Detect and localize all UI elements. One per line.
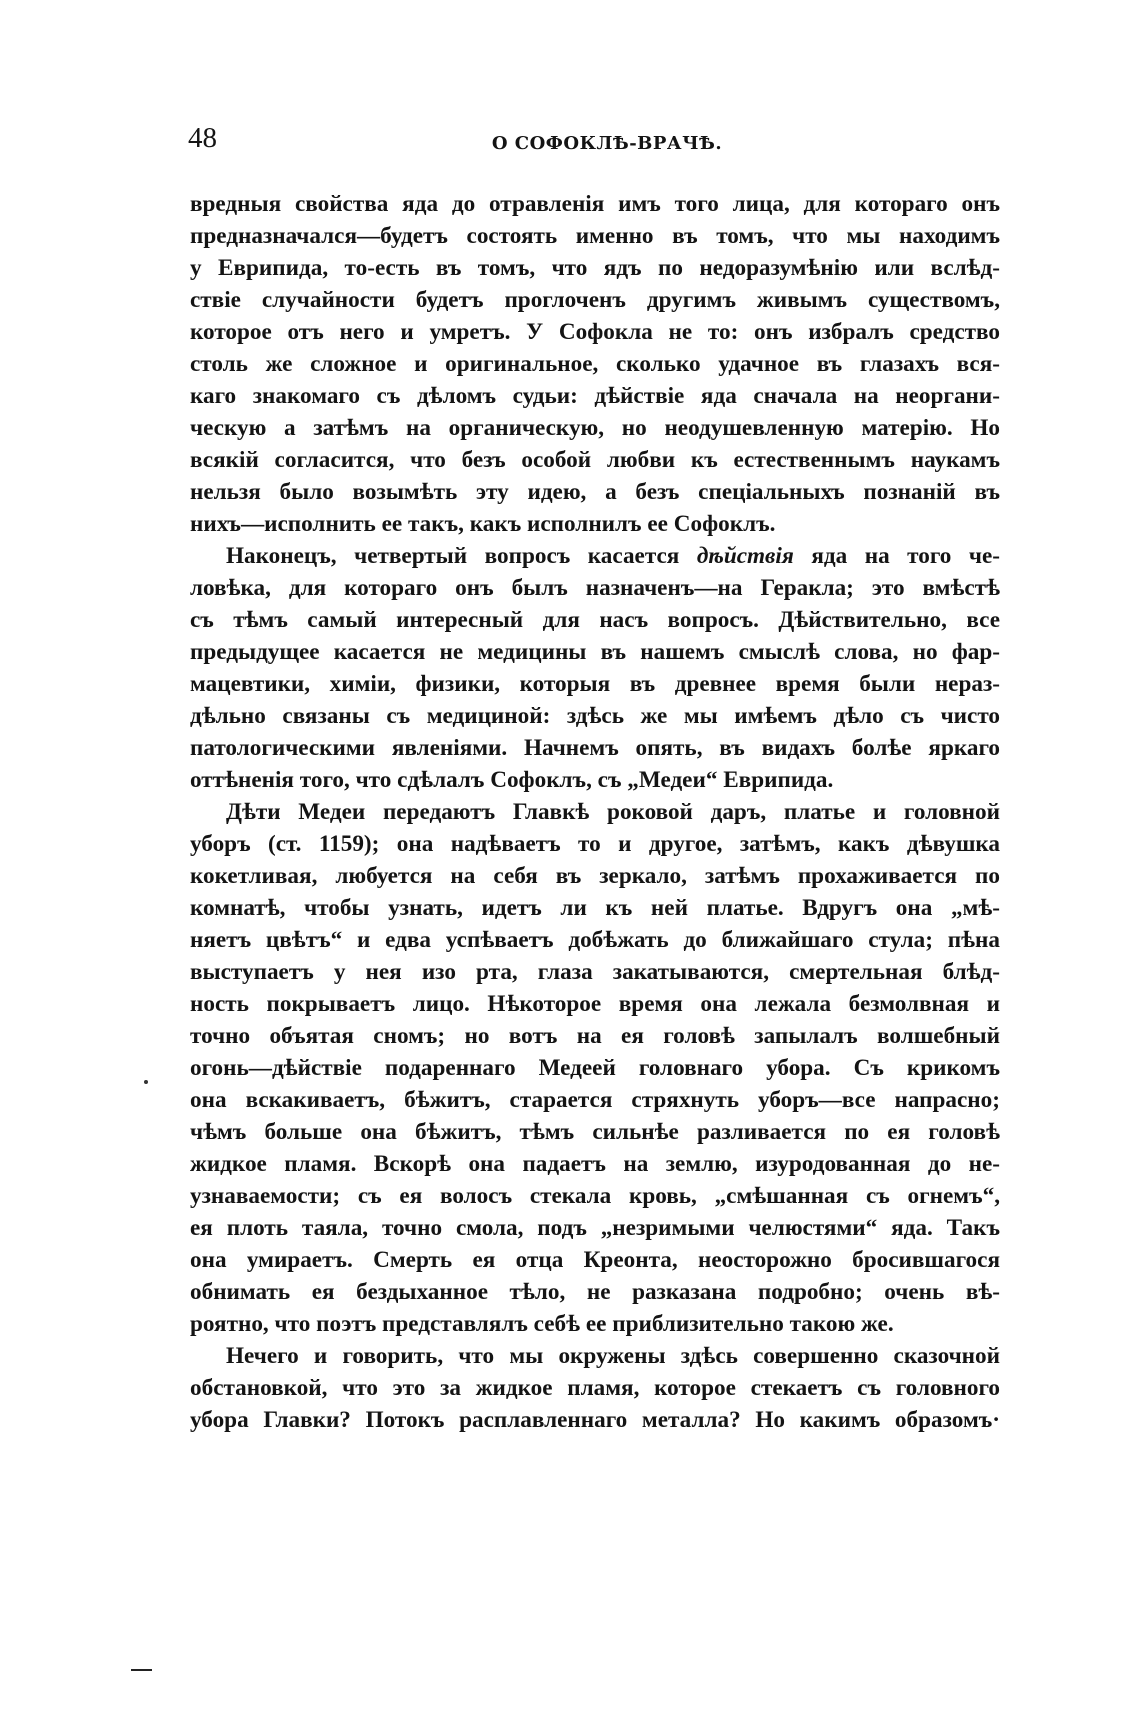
text-line: убора Главки? Потокъ расплавленнаго металла? Но какимъ образомъ· bbox=[190, 1407, 1000, 1433]
paragraph-1 bbox=[190, 188, 1000, 540]
text-line: чѣмъ больше она бѣжитъ, тѣмъ сильнѣе разливается по ея головѣ bbox=[190, 1119, 1000, 1145]
text-line: точно объятая сномъ; но вотъ на ея головѣ запылалъ волшебный bbox=[190, 1023, 1000, 1049]
text-line: кокетливая, любуется на себя въ зеркало, затѣмъ прохаживается по bbox=[190, 863, 1000, 889]
print-dash-mark bbox=[131, 1669, 152, 1671]
text-line: оттѣненія того, что сдѣлалъ Софоклъ, съ „Медеи“ Еврипида. bbox=[190, 767, 834, 793]
text-line: всякій согласится, что безъ особой любви къ естественнымъ наукамъ bbox=[190, 447, 1000, 473]
text-run: яда на того че- bbox=[793, 543, 1000, 569]
text-line: обнимать ея бездыханное тѣло, не разказана подробно; очень вѣ- bbox=[190, 1279, 1000, 1305]
text-line: каго знакомаго съ дѣломъ судьи: дѣйствіе яда сначала на неоргани- bbox=[190, 383, 1000, 409]
text-line: ческую а затѣмъ на органическую, но неодушевленную матерію. Но bbox=[190, 415, 1000, 441]
running-title: О СОФОКЛѢ-ВРАЧѢ. bbox=[491, 133, 723, 154]
emphasized-word: дѣйствія bbox=[696, 543, 794, 569]
text-line: у Еврипида, то-есть въ томъ, что ядъ по недоразумѣнію или вслѣд- bbox=[190, 255, 1000, 281]
text-line: Дѣти Медеи передаютъ Главкѣ роковой даръ, платье и головной bbox=[226, 799, 1000, 825]
paragraph-3 bbox=[190, 796, 1000, 1340]
text-line: роятно, что поэтъ представлялъ себѣ ее приблизительно такою же. bbox=[190, 1311, 894, 1337]
text-line: которое отъ него и умретъ. У Софокла не то: онъ избралъ средство bbox=[190, 319, 1000, 345]
text-line: патологическими явленіями. Начнемъ опять, въ видахъ болѣе яркаго bbox=[190, 735, 1000, 761]
text-line: предназначался—будетъ состоять именно въ томъ, что мы находимъ bbox=[190, 223, 1000, 249]
print-speck bbox=[144, 1080, 148, 1084]
text-line: она вскакиваетъ, бѣжитъ, старается стряхнуть уборъ—все напрасно; bbox=[190, 1087, 1000, 1113]
text-run: Наконецъ, четвертый вопросъ касается bbox=[226, 543, 697, 569]
text-line: столь же сложное и оригинальное, сколько удачное въ глазахъ вся- bbox=[190, 351, 1000, 377]
text-line: она умираетъ. Смерть ея отца Креонта, неосторожно бросившагося bbox=[190, 1247, 1000, 1273]
text-line: ловѣка, для котораго онъ былъ назначенъ—на Геракла; это вмѣстѣ bbox=[190, 575, 1000, 601]
text-line: съ тѣмъ самый интересный для насъ вопросъ. Дѣйствительно, все bbox=[190, 607, 1000, 633]
text-line: уборъ (ст. 1159); она надѣваетъ то и другое, затѣмъ, какъ дѣвушка bbox=[190, 831, 1000, 857]
page-header bbox=[188, 122, 996, 162]
text-line: узнаваемости; съ ея волосъ стекала кровь, „смѣшанная съ огнемъ“, bbox=[190, 1183, 1000, 1209]
text-line: ность покрываетъ лицо. Нѣкоторое время она лежала безмолвная и bbox=[190, 991, 1000, 1017]
text-line: дѣльно связаны съ медициной: здѣсь же мы имѣемъ дѣло съ чисто bbox=[190, 703, 1000, 729]
paragraph-4 bbox=[190, 1340, 1000, 1436]
text-line bbox=[190, 540, 1000, 572]
text-line: нельзя было возымѣть эту идею, а безъ спеціальныхъ познаній въ bbox=[190, 479, 1000, 505]
page-number: 48 bbox=[188, 122, 217, 154]
text-line: Нечего и говорить, что мы окружены здѣсь совершенно сказочной bbox=[226, 1343, 1000, 1369]
text-line: обстановкой, что это за жидкое пламя, которое стекаетъ съ головного bbox=[190, 1375, 1000, 1401]
text-line: огонь—дѣйствіе подареннаго Медеей головнаго убора. Съ крикомъ bbox=[190, 1055, 1000, 1081]
text-line: комнатѣ, чтобы узнать, идетъ ли къ ней платье. Вдругъ она „мѣ- bbox=[190, 895, 1000, 921]
text-line: вредныя свойства яда до отравленія имъ того лица, для котораго онъ bbox=[190, 191, 1000, 217]
text-line: предыдущее касается не медицины въ нашемъ смыслѣ слова, но фар- bbox=[190, 639, 1000, 665]
body-text bbox=[190, 188, 1000, 1436]
text-line: ея плоть таяла, точно смола, подъ „незримыми челюстями“ яда. Такъ bbox=[190, 1215, 1000, 1241]
text-line: выступаетъ у нея изо рта, глаза закатываются, смертельная блѣд- bbox=[190, 959, 1000, 985]
text-line: мацевтики, химіи, физики, которыя въ древнее время были нераз- bbox=[190, 671, 1000, 697]
paragraph-2 bbox=[190, 540, 1000, 796]
text-line: жидкое пламя. Вскорѣ она падаетъ на землю, изуродованная до не- bbox=[190, 1151, 1000, 1177]
text-line: ствіе случайности будетъ проглоченъ другимъ живымъ существомъ, bbox=[190, 287, 1000, 313]
text-line: няетъ цвѣтъ“ и едва успѣваетъ добѣжать до ближайшаго стула; пѣна bbox=[190, 927, 1000, 953]
text-line: нихъ—исполнить ее такъ, какъ исполнилъ ее Софоклъ. bbox=[190, 511, 776, 537]
